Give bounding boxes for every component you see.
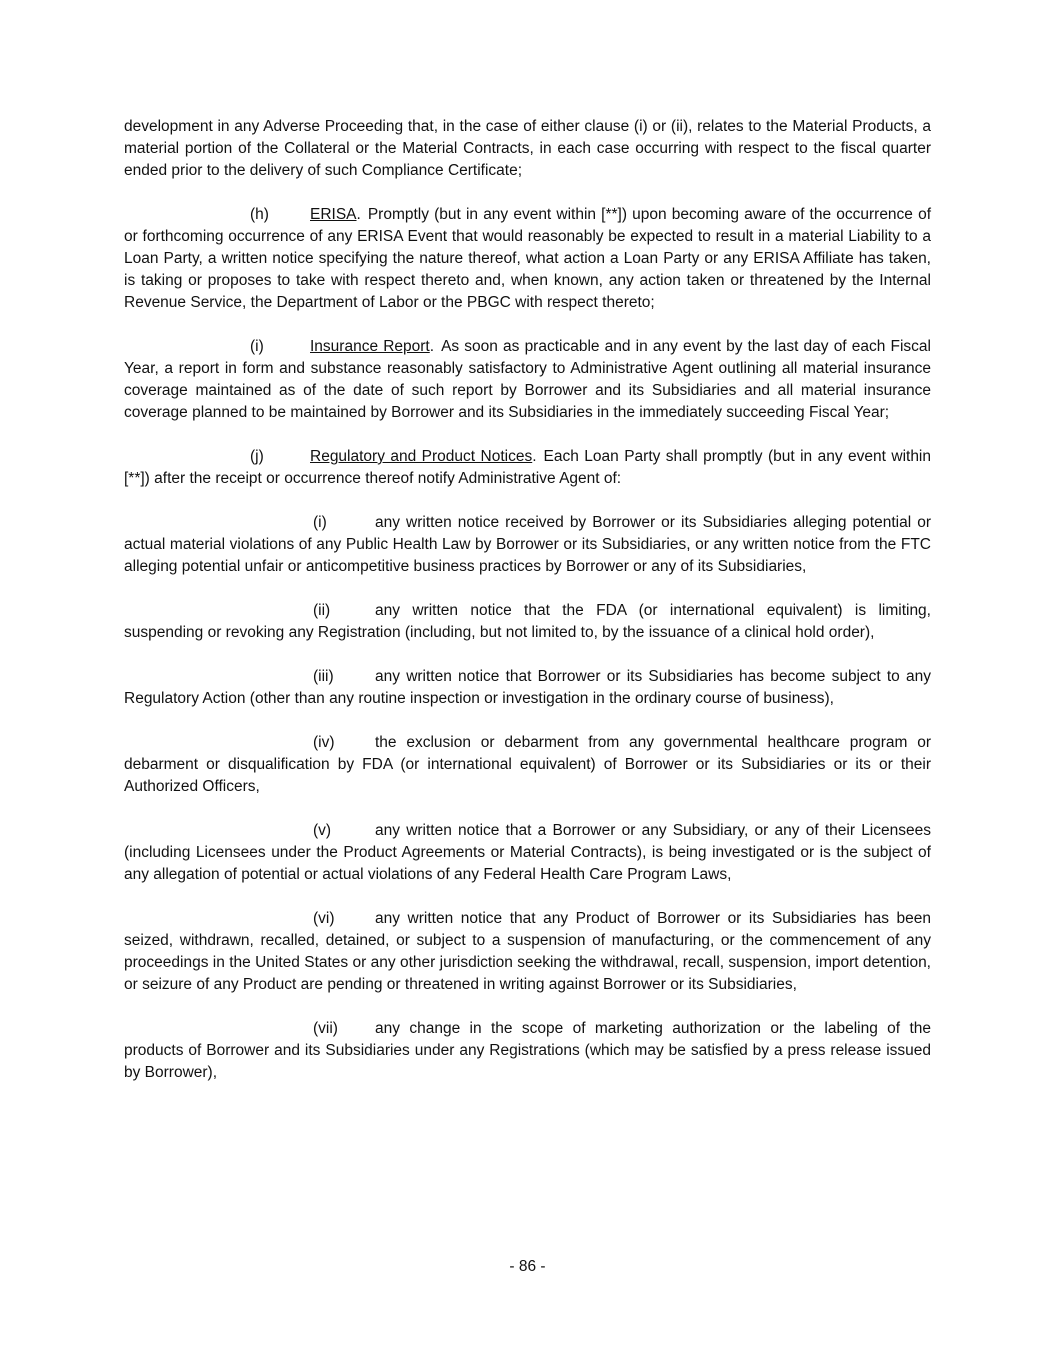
paragraph-text: As soon as practicable and in any event by the last day of each Fiscal Year, a report in form and substance reasonably satisfactory to Administrative Agent outlining all material insurance coverage maintained as of the date of such report by Borrower and its Subsidiaries and all material insurance coverage planned to be maintained by Borrower and its Subsidiaries in the immediately succeeding Fiscal Year; <box>124 338 931 421</box>
paragraph-item-i <box>124 336 931 424</box>
paragraph-text: the exclusion or debarment from any governmental healthcare program or debarment or disqualification by FDA (or international equivalent) of Borrower or its Subsidiaries or its or their Authorized Officers, <box>124 734 931 795</box>
heading-period: . <box>356 206 361 223</box>
item-label: (h) <box>250 206 269 223</box>
item-label: (i) <box>313 514 327 531</box>
paragraph-continuation <box>124 116 931 182</box>
clause-heading: Insurance Report <box>310 338 430 355</box>
paragraph-text: Promptly (but in any event within [**]) upon becoming aware of the occurrence of or forthcoming occurrence of any ERISA Event that would reasonably be expected to result in a material Liability to a Loan Party, a written notice specifying the nature thereof, what action a Loan Party or any ERISA Affiliate has taken, is taking or proposes to take with respect thereto and, when known, any action taken or threatened by the Internal Revenue Service, the Department of Labor or the PBGC with respect thereto; <box>124 206 931 311</box>
paragraph-text: any written notice that any Product of Borrower or its Subsidiaries has been seized, withdrawn, recalled, detained, or subject to a suspension of manufacturing, or the commencement of any proceedings in the United States or any other jurisdiction seeking the withdrawal, recall, suspension, import detention, or seizure of any Product are pending or threatened in writing against Borrower or its Subsidiaries, <box>124 910 931 993</box>
paragraph-subitem-v <box>124 820 931 886</box>
paragraph-text: development in any Adverse Proceeding that, in the case of either clause (i) or (ii), relates to the Material Products, a material portion of the Collateral or the Material Contracts, in each case occurring with respect to the fiscal quarter ended prior to the delivery of such Compliance Certificate; <box>124 118 931 179</box>
paragraph-subitem-vi <box>124 908 931 996</box>
clause-heading: ERISA <box>310 206 357 223</box>
paragraph-text: any written notice that a Borrower or any Subsidiary, or any of their Licensees (including Licensees under the Product Agreements or Material Contracts), is being investigated or is the subject of any allegation of potential or actual violations of any Federal Health Care Program Laws, <box>124 822 931 883</box>
paragraph-item-h <box>124 204 931 314</box>
item-label: (ii) <box>313 602 331 619</box>
item-label: (vii) <box>313 1020 338 1037</box>
item-label: (v) <box>313 822 332 839</box>
paragraph-text: any written notice that the FDA (or international equivalent) is limiting, suspending or revoking any Registration (including, but not limited to, by the issuance of a clinical hold order), <box>124 602 931 641</box>
paragraph-item-j <box>124 446 931 490</box>
paragraph-subitem-ii <box>124 600 931 644</box>
paragraph-subitem-iv <box>124 732 931 798</box>
page-number: - 86 - <box>509 1258 546 1275</box>
item-label: (iii) <box>313 668 334 685</box>
document-body <box>124 116 931 1106</box>
paragraph-text: any written notice received by Borrower or its Subsidiaries alleging potential or actual material violations of any Public Health Law by Borrower or its Subsidiaries, or any written notice from the FTC alleging potential unfair or anticompetitive business practices by Borrower or any of its Subsidiaries, <box>124 514 931 575</box>
paragraph-text: Each Loan Party shall promptly (but in any event within [**]) after the receipt or occurrence thereof notify Administrative Agent of: <box>124 448 931 487</box>
item-label: (vi) <box>313 910 335 927</box>
item-label: (j) <box>250 448 264 465</box>
item-label: (iv) <box>313 734 335 751</box>
heading-period: . <box>429 338 435 355</box>
paragraph-subitem-vii <box>124 1018 931 1084</box>
paragraph-text: any change in the scope of marketing authorization or the labeling of the products of Borrower and its Subsidiaries under any Registrations (which may be satisfied by a press release issued by Borrower), <box>124 1020 931 1081</box>
paragraph-subitem-iii <box>124 666 931 710</box>
paragraph-subitem-i <box>124 512 931 578</box>
paragraph-text: any written notice that Borrower or its Subsidiaries has become subject to any Regulatory Action (other than any routine inspection or investigation in the ordinary course of business), <box>124 668 931 707</box>
heading-period: . <box>532 448 537 465</box>
clause-heading: Regulatory and Product Notices <box>310 448 533 465</box>
item-label: (i) <box>250 338 264 355</box>
